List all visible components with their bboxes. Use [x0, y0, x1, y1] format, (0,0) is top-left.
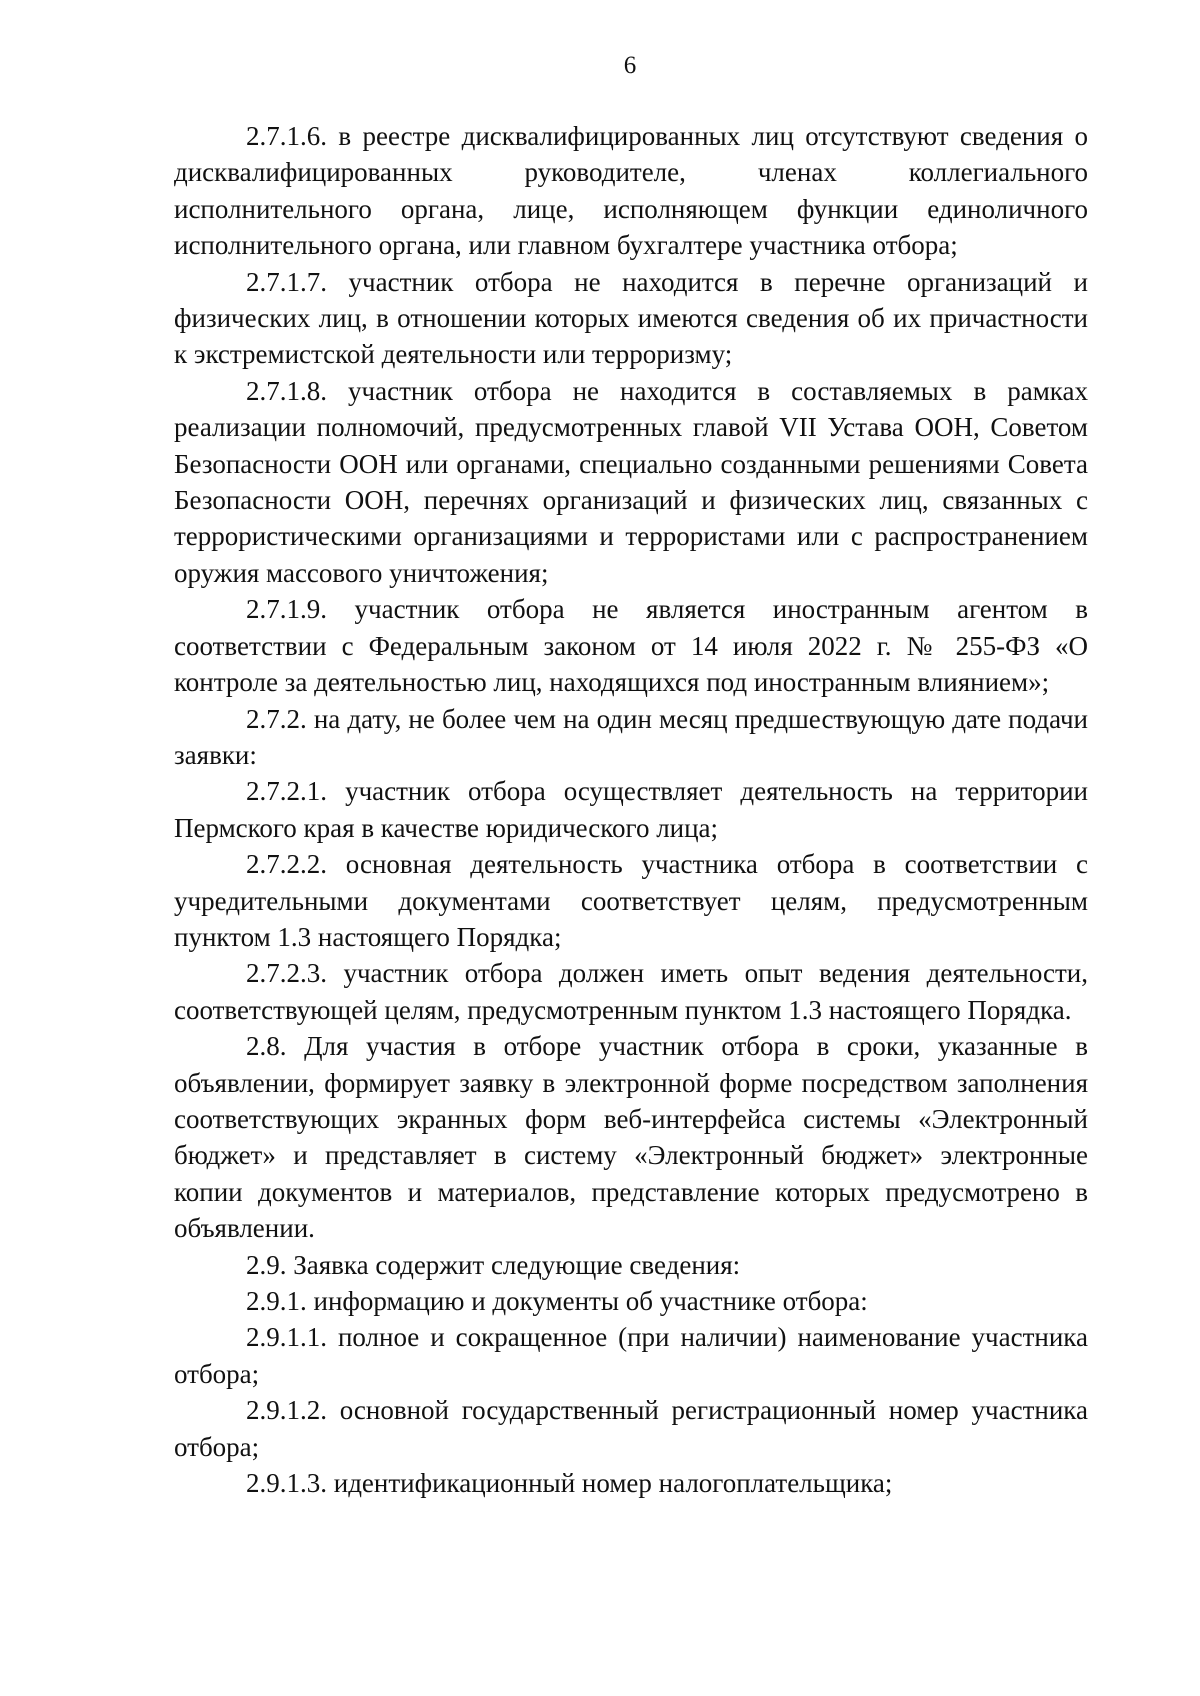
paragraph-2-7-2-1: 2.7.2.1. участник отбора осуществляет деятельность на территории Пермского края в качестве юридического лица; — [174, 776, 1088, 843]
paragraph-2-7-2-2: 2.7.2.2. основная деятельность участника отбора в соответствии с учредительными документами соответствует целям, предусмотренным пунктом 1.3 настоящего Порядка; — [174, 849, 1088, 952]
paragraph-2-7-1-8: 2.7.1.8. участник отбора не находится в составляемых в рамках реализации полномочий, предусмотренных главой VII Устава ООН, Советом Безопасности ООН или органами, специально созданными решениями Совета Безопасности ООН, перечнях организаций и физических лиц, связанных с террористическими организациями и террористами или с распространением оружия массового уничтожения; — [174, 375, 1088, 588]
paragraph-2-9-1-1: 2.9.1.1. полное и сокращенное (при наличии) наименование участника отбора; — [174, 1322, 1088, 1389]
paragraph-2-7-1-7: 2.7.1.7. участник отбора не находится в перечне организаций и физических лиц, в отношении которых имеются сведения об их причастности к экстремистской деятельности или терроризму; — [174, 266, 1088, 370]
paragraph-2-9-1-2: 2.9.1.2. основной государственный регистрационный номер участника отбора; — [174, 1395, 1088, 1462]
paragraph-2-9-1-3: 2.9.1.3. идентификационный номер налогоплательщика; — [246, 1468, 893, 1499]
paragraph-2-9-1: 2.9.1. информацию и документы об участнике отбора: — [246, 1286, 868, 1316]
paragraph-2-7-2: 2.7.2. на дату, не более чем на один месяц предшествующую дате подачи заявки: — [174, 703, 1088, 770]
document-body — [174, 118, 1088, 1501]
paragraph-2-7-1-6: 2.7.1.6. в реестре дисквалифицированных лиц отсутствуют сведения о дисквалифицированных руководителе, членах коллегиального исполнительного органа, лице, исполняющем функции единоличного исполнительного органа, или главном бухгалтере участника отбора; — [174, 121, 1088, 261]
paragraph-2-9: 2.9. Заявка содержит следующие сведения: — [246, 1249, 741, 1280]
paragraph-2-8: 2.8. Для участия в отборе участник отбора в сроки, указанные в объявлении, формирует заявку в электронной форме посредством заполнения соответствующих экранных форм веб-интерфейса системы «Электронный бюджет» и представляет в систему «Электронный бюджет» электронные копии документов и материалов, представление которых предусмотрено в объявлении. — [174, 1031, 1088, 1244]
paragraph-2-7-2-3: 2.7.2.3. участник отбора должен иметь опыт ведения деятельности, соответствующей целям, предусмотренным пунктом 1.3 настоящего Порядка. — [174, 958, 1088, 1025]
page-number: 6 — [623, 52, 637, 79]
paragraph-2-7-1-9: 2.7.1.9. участник отбора не является иностранным агентом в соответствии с Федеральным законом от 14 июля 2022 г. № 255-ФЗ «О контроле за деятельностью лиц, находящихся под иностранным влиянием»; — [174, 594, 1088, 698]
